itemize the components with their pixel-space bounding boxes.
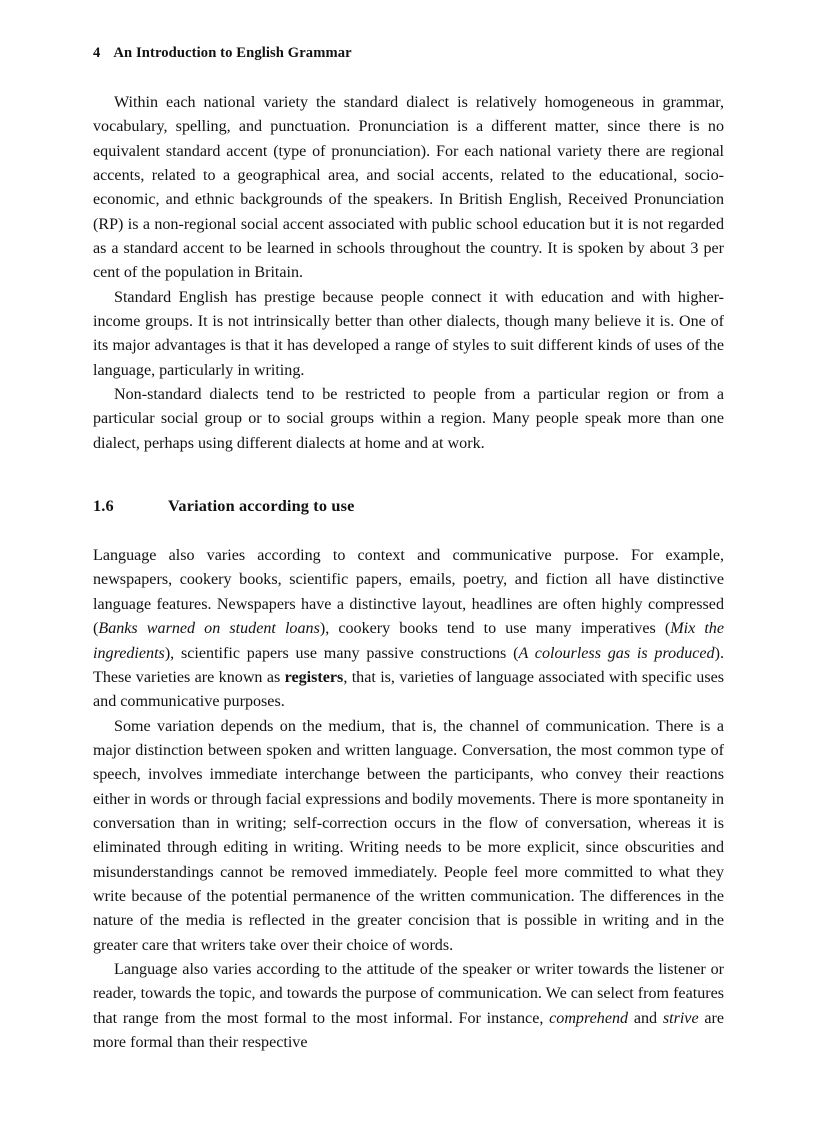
paragraph-4-segment-5: , that is, varieties of language associated with specific uses and communicative purposes. (93, 668, 725, 711)
paragraph-5: Some variation depends on the medium, that is, the channel of communication. There is a major distinction between spoken and written language. Conversation, the most common type of speech, involves immediate interchange between the participants, who convey their reactions either in words or through facial expressions and bodily movements. There is more spontaneity in conversation than in writing; self-correction occurs in the flow of conversation, whereas it is eliminated through editing in writing. Writing needs to be more explicit, since obscurities and misunderstandings cannot be removed immediately. People feel more committed to what they write because of the potential permanence of the written communication. The differences in the nature of the media is reflected in the greater concision that is possible in writing and in the greater care that writers take over their choice of words. (93, 717, 724, 954)
spacer-below-heading (93, 518, 724, 544)
paragraph-4-segment-4: ). These varieties are known as (93, 644, 724, 686)
page-number: 4 (93, 45, 101, 61)
paragraph-6-segment-3: are more formal than their respective (93, 1009, 724, 1051)
section-number: 1.6 (93, 496, 114, 516)
example-strive: strive (662, 1009, 699, 1027)
spacer-above-heading (93, 456, 724, 494)
running-head (93, 44, 724, 63)
paragraph-6 (93, 958, 724, 1055)
paragraph-1: Within each national variety the standard dialect is relatively homogeneous in grammar, vocabulary, spelling, and punctuation. Pronunciation is a different matter, since there is no equivalent standard accent (type of pronunciation). For each national variety there are regional accents, related to a geographical area, and social accents, related to the educational, socio-economic, and ethnic backgrounds of the speakers. In British English, Received Pronunciation (RP) is a non-regional social accent associated with public school education but it is not regarded as a standard accent to be learned in schools throughout the country. It is spoken by about 3 per cent of the population in Britain. (93, 93, 724, 282)
paragraph-4-segment-1: Language also varies according to context and communicative purpose. For example, newspapers, cookery books, scientific papers, emails, poetry, and fiction all have distinctive language features. Newspapers have a distinctive layout, headlines are often highly compressed ( (93, 547, 724, 638)
section-title: Variation according to use (168, 496, 355, 516)
paragraph-4 (93, 544, 724, 714)
paragraph-2: Standard English has prestige because people connect it with education and with higher-income groups. It is not intrinsically better than other dialects, though many believe it is. One of its major advantages is that it has developed a range of styles to suit different kinds of uses of the language, particularly in writing. (93, 288, 724, 379)
paragraph-4-segment-2: ), cookery books tend to use many imperatives ( (319, 620, 671, 638)
paragraph-6-segment-2: and (628, 1009, 663, 1027)
section-heading (93, 494, 724, 518)
example-mix-ingredients: Mix the ingredients (93, 620, 724, 662)
body-text-block (93, 91, 724, 1055)
paragraph-3: Non-standard dialects tend to be restricted to people from a particular region or from a particular social group or to social groups within a region. Many people speak more than one dialect, perhaps using different dialects at home and at work. (93, 386, 724, 452)
paragraph-4-segment-3: ), scientific papers use many passive constructions ( (164, 644, 519, 662)
example-banks-warned: Banks warned on student loans (98, 620, 320, 638)
paragraph-6-segment-1: Language also varies according to the attitude of the speaker or writer towards the listener or reader, towards the topic, and towards the purpose of communication. We can select from features that range from the most formal to the most informal. For instance, (93, 960, 725, 1027)
running-head-title: An Introduction to English Grammar (113, 45, 352, 61)
page-content (93, 44, 724, 1055)
term-registers: registers (284, 668, 344, 686)
example-comprehend: comprehend (549, 1009, 629, 1027)
example-colourless-gas: A colourless gas is produced (518, 644, 715, 662)
